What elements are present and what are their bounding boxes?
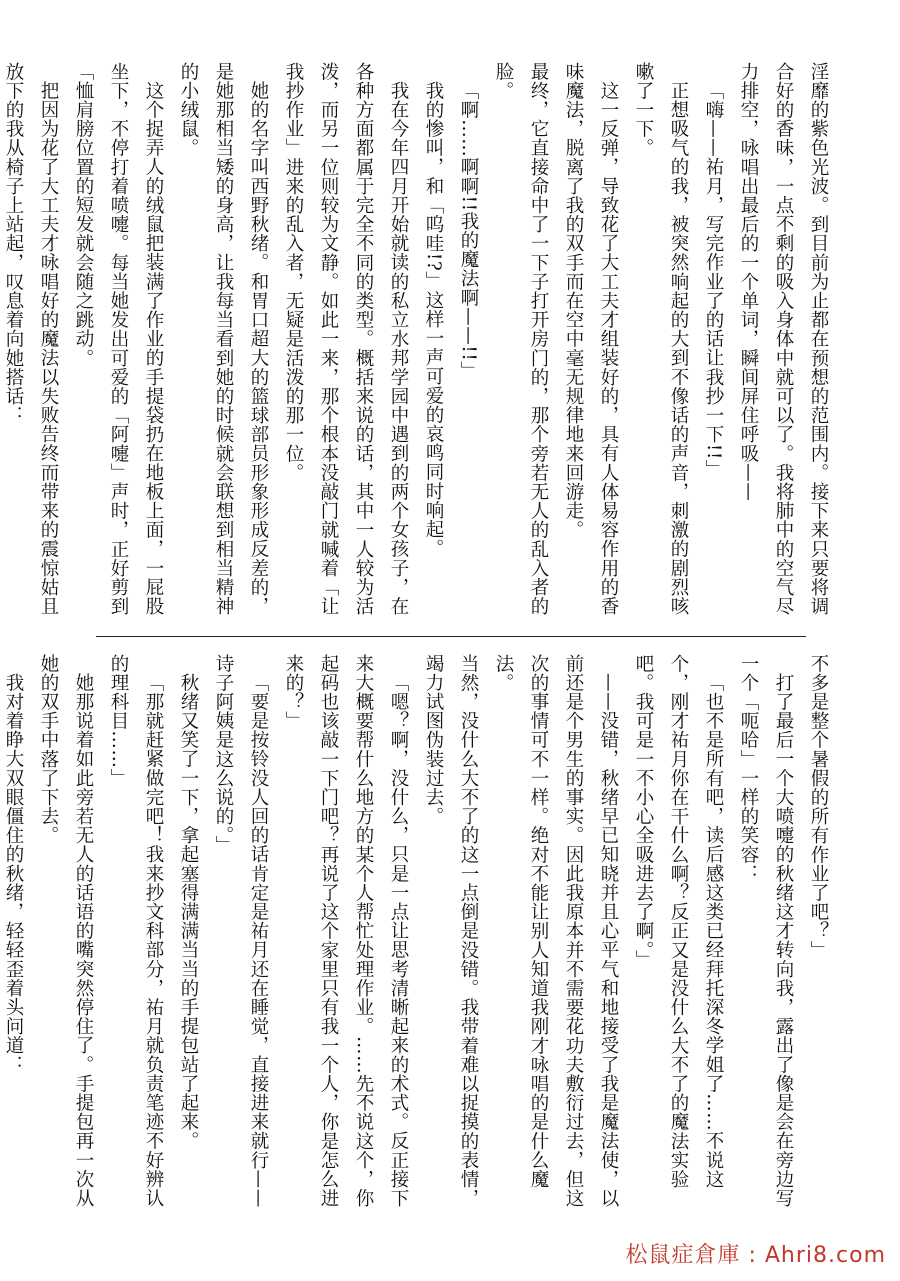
paragraph: ——没错，秋绪早已知晓并且心平气和地接受了我是魔法使，以前还是个男生的事实。因此我原本并不需要花功夫敷衍过去，但这次的事情可不一样。绝对不能让别人知道我刚才咏唱的是什么魔法。 xyxy=(493,654,619,1208)
paragraph: 秋绪又笑了一下，拿起塞得满满当当的手提包站了起来。 xyxy=(178,672,199,1150)
paragraph: 打了最后一个大喷嚏的秋绪这才转向我，露出了像是会在旁边写一个「呃哈」一样的笑容： xyxy=(738,654,794,1208)
paragraph: 最终，它直接命中了一下子打开房门的，那个旁若无人的乱入者的脸。 xyxy=(493,62,549,616)
watermark: 松鼠症倉庫 : Ahri8.com xyxy=(625,1243,886,1268)
paragraph: 我的惨叫，和「呜哇!?」这样一声可爱的哀鸣同时响起。 xyxy=(423,80,444,558)
paragraph: 不多是整个暑假的所有作业了吧？」 xyxy=(808,654,829,960)
paragraph: 正想吸气的我，被突然响起的大到不像话的声音，刺激的剧烈咳嗽了一下。 xyxy=(633,62,689,616)
paragraph: 「嗨——祐月，写完作业了的话让我抄一下!!」 xyxy=(703,80,724,479)
top-text-block xyxy=(3,62,836,622)
paragraph: 我在今年四月开始就读的私立水邦学园中遇到的两个女孩子，在各种方面都属于完全不同的类型。概括来说的话，其中一人较为活泼，而另一位则较为文静。如此一来，那个根本没敲门就喊着「让我抄作业」进来的乱入者，无疑是活泼的那一位。 xyxy=(283,62,409,616)
paragraph: 她那说着如此旁若无人的话语的嘴突然停住了。手提包再一次从她的双手中落了下去。 xyxy=(38,654,94,1208)
paragraph: 「那就赶紧做完吧！我来抄文科部分，祐月就负责笔迹不好辨认的理科目……」 xyxy=(108,654,164,1208)
paragraph: 淫靡的紫色光波。到目前为止都在预想的范围内。接下来只要将调合好的香味，一点不剩的吸入身体中就可以了。我将肺中的空气尽力排空，咏唱出最后的一个单词，瞬间屏住呼吸—— xyxy=(738,62,829,616)
paragraph: 「啊……啊啊!!我的魔法啊——!!」 xyxy=(458,80,479,381)
paragraph: 「要是按铃没人回的话肯定是祐月还在睡觉，直接进来就行——诗子阿姨是这么说的。」 xyxy=(213,654,269,1208)
paragraph: 当然，没什么大不了的这一点倒是没错。我带着难以捉摸的表情，竭力试图伪装过去。 xyxy=(423,654,479,1208)
paragraph: 我对着睁大双眼僵住的秋绪，轻轻歪着头问道： xyxy=(3,672,24,1074)
paragraph: 这个捉弄人的绒鼠把装满了作业的手提袋扔在地板上面，一屁股坐下，不停打着喷嚏。每当她发出可爱的「阿嚏」声时，正好剪到「恤肩膀位置的短发就会随之跳动。 xyxy=(73,62,164,616)
paragraph: 她的名字叫西野秋绪。和胃口超大的篮球部员形象形成反差的，是她那相当矮的身高，让我每当看到她的时候就会联想到相当精神的小绒鼠。 xyxy=(178,62,269,616)
paragraph: 这一反弹，导致花了大工夫才组装好的，具有人体易容作用的香味魔法，脱离了我的双手而在空中毫无规律地来回游走。 xyxy=(563,62,619,616)
paragraph: 把因为花了大工夫才咏唱好的魔法以失败告终而带来的震惊姑且放下的我从椅子上站起，叹息着向她搭话： xyxy=(3,62,59,616)
paragraph: 「也不是所有吧，读后感这类已经拜托深冬学姐了……不说这个，刚才祐月你在干什么啊？反正又是没什么大不了的魔法实验吧。我可是一不小心全吸进去了啊。」 xyxy=(633,654,724,1189)
page-divider xyxy=(96,636,806,637)
bottom-text-block xyxy=(3,654,836,1214)
paragraph: 「嗯？啊，没什么，只是一点让思考清晰起来的术式。反正接下来大概要帮什么地方的某个人帮忙处理作业。……先不说这个，你起码也该敲一下门吧？再说了这个家里只有我一个人，你是怎么进来的？」 xyxy=(283,654,409,1208)
